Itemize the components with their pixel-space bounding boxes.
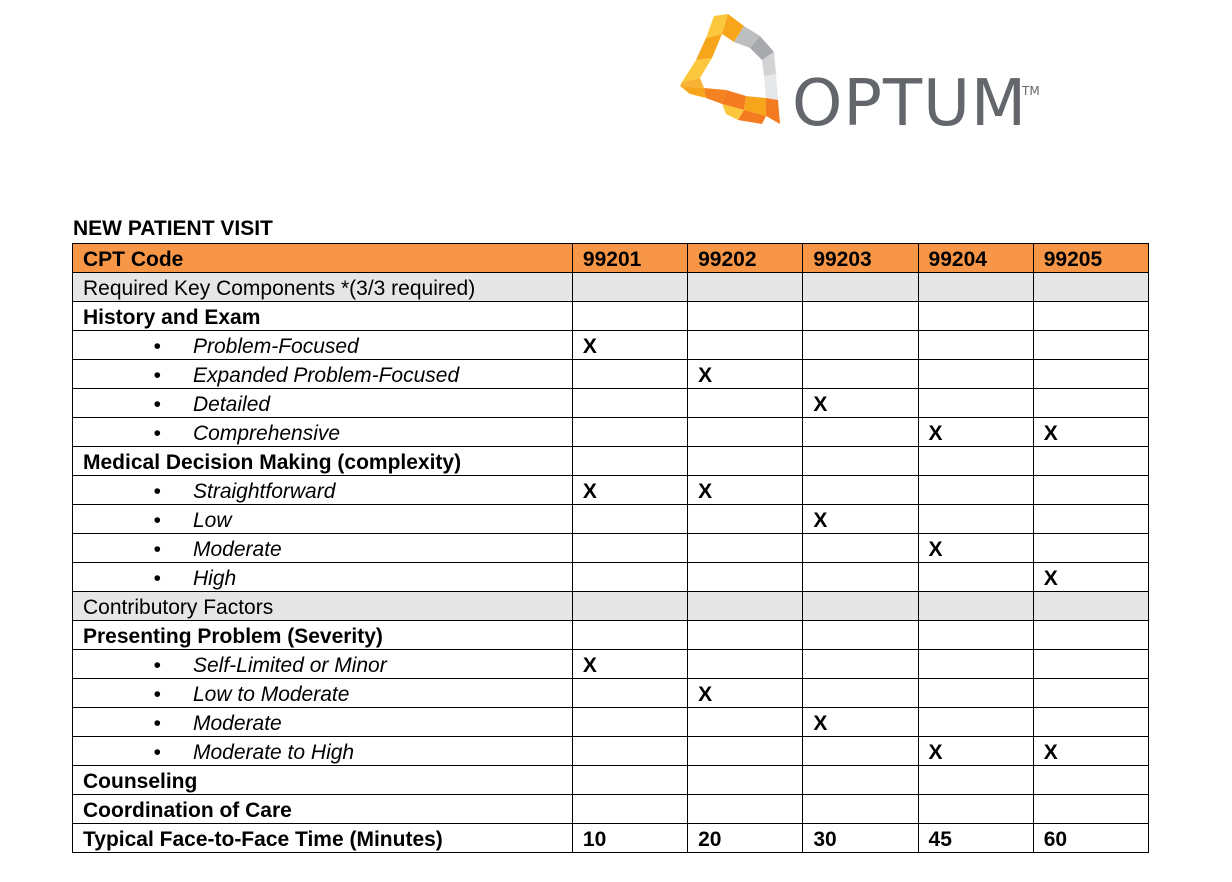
header-code-cell: 99201	[572, 244, 687, 273]
table-row	[73, 795, 1149, 824]
row-value-cell: 60	[1033, 824, 1148, 853]
row-value-cell	[688, 534, 803, 563]
row-value-cell	[918, 476, 1033, 505]
row-value-cell: X	[1033, 737, 1148, 766]
row-value-cell	[572, 708, 687, 737]
row-value-cell	[688, 418, 803, 447]
row-value-cell	[1033, 679, 1148, 708]
row-value-cell	[918, 389, 1033, 418]
row-value-cell	[803, 273, 918, 302]
bullet-icon: •	[153, 683, 161, 706]
header-code-cell: 99205	[1033, 244, 1148, 273]
row-label-text: Self-Limited or Minor	[193, 654, 387, 677]
row-label-cell	[73, 650, 573, 679]
row-value-cell	[803, 447, 918, 476]
row-value-cell: X	[803, 708, 918, 737]
row-label-text: Problem-Focused	[193, 335, 359, 358]
row-value-cell	[1033, 505, 1148, 534]
row-label-cell: Medical Decision Making (complexity)	[73, 447, 573, 476]
row-value-cell	[572, 447, 687, 476]
table-header-row	[73, 244, 1149, 273]
table-row	[73, 273, 1149, 302]
row-label-text: Low	[193, 509, 232, 532]
bullet-icon: •	[153, 538, 161, 561]
row-value-cell	[918, 592, 1033, 621]
row-label-cell: Counseling	[73, 766, 573, 795]
row-label-cell	[73, 708, 573, 737]
row-value-cell	[918, 273, 1033, 302]
optum-logo	[676, 12, 1076, 142]
row-label-text: Detailed	[193, 393, 271, 416]
table-row	[73, 331, 1149, 360]
row-value-cell	[688, 621, 803, 650]
row-label-text: Comprehensive	[193, 422, 341, 445]
row-value-cell: X	[1033, 418, 1148, 447]
row-value-cell	[572, 795, 687, 824]
row-value-cell	[572, 360, 687, 389]
row-value-cell	[688, 592, 803, 621]
row-value-cell	[803, 418, 918, 447]
row-value-cell	[572, 389, 687, 418]
row-label-cell	[73, 389, 573, 418]
row-value-cell: 20	[688, 824, 803, 853]
row-value-cell	[803, 621, 918, 650]
table-row	[73, 360, 1149, 389]
bullet-icon: •	[153, 567, 161, 590]
row-value-cell	[918, 302, 1033, 331]
bullet-icon: •	[153, 654, 161, 677]
row-value-cell	[803, 766, 918, 795]
row-value-cell: X	[688, 360, 803, 389]
row-label-cell	[73, 418, 573, 447]
table-row	[73, 563, 1149, 592]
row-value-cell	[572, 302, 687, 331]
row-value-cell	[688, 563, 803, 592]
row-value-cell	[572, 766, 687, 795]
row-value-cell	[803, 679, 918, 708]
row-value-cell: X	[572, 476, 687, 505]
row-value-cell	[572, 273, 687, 302]
table-row	[73, 302, 1149, 331]
table-row	[73, 447, 1149, 476]
bullet-icon: •	[153, 364, 161, 387]
row-label-text: Moderate	[193, 712, 282, 735]
row-value-cell: 45	[918, 824, 1033, 853]
row-label-cell: Contributory Factors	[73, 592, 573, 621]
row-label-cell	[73, 563, 573, 592]
row-value-cell: 30	[803, 824, 918, 853]
row-value-cell	[572, 534, 687, 563]
table-row	[73, 679, 1149, 708]
table-row	[73, 505, 1149, 534]
row-value-cell	[572, 621, 687, 650]
row-value-cell	[688, 708, 803, 737]
row-label-text: Moderate	[193, 538, 282, 561]
row-label-text: Straightforward	[193, 480, 336, 503]
row-label-cell: Coordination of Care	[73, 795, 573, 824]
row-value-cell	[1033, 389, 1148, 418]
bullet-icon: •	[153, 393, 161, 416]
row-value-cell	[572, 418, 687, 447]
row-value-cell	[1033, 302, 1148, 331]
row-value-cell	[688, 302, 803, 331]
row-value-cell	[918, 679, 1033, 708]
table-row	[73, 650, 1149, 679]
row-value-cell: 10	[572, 824, 687, 853]
row-value-cell: X	[803, 505, 918, 534]
row-value-cell	[572, 505, 687, 534]
row-value-cell	[918, 650, 1033, 679]
row-value-cell	[803, 534, 918, 563]
page-title: NEW PATIENT VISIT	[73, 217, 273, 240]
table-row	[73, 766, 1149, 795]
row-value-cell	[1033, 650, 1148, 679]
header-label-cell: CPT Code	[73, 244, 573, 273]
table-row	[73, 476, 1149, 505]
row-value-cell	[1033, 273, 1148, 302]
row-value-cell	[1033, 447, 1148, 476]
row-value-cell	[918, 563, 1033, 592]
row-label-cell	[73, 331, 573, 360]
row-value-cell	[572, 679, 687, 708]
row-value-cell	[1033, 708, 1148, 737]
row-value-cell	[1033, 534, 1148, 563]
header-code-cell: 99202	[688, 244, 803, 273]
row-value-cell: X	[918, 737, 1033, 766]
optum-logo-mark-icon	[676, 12, 788, 132]
row-value-cell	[1033, 360, 1148, 389]
bullet-icon: •	[153, 422, 161, 445]
row-value-cell: X	[572, 331, 687, 360]
row-label-cell	[73, 476, 573, 505]
row-label-cell: Required Key Components *(3/3 required)	[73, 273, 573, 302]
row-value-cell	[803, 650, 918, 679]
row-value-cell	[572, 592, 687, 621]
row-label-text: Low to Moderate	[193, 683, 350, 706]
row-value-cell	[688, 389, 803, 418]
row-label-text: Moderate to High	[193, 741, 355, 764]
row-value-cell	[803, 795, 918, 824]
row-value-cell	[572, 737, 687, 766]
row-label-cell	[73, 737, 573, 766]
table-row	[73, 418, 1149, 447]
table-row	[73, 824, 1149, 853]
table-row	[73, 621, 1149, 650]
row-value-cell	[803, 737, 918, 766]
row-value-cell	[688, 795, 803, 824]
table-row	[73, 737, 1149, 766]
bullet-icon: •	[153, 509, 161, 532]
row-value-cell	[803, 476, 918, 505]
row-value-cell: X	[688, 476, 803, 505]
row-value-cell	[918, 331, 1033, 360]
trademark-symbol: TM	[1022, 84, 1040, 98]
row-value-cell	[803, 302, 918, 331]
row-value-cell	[803, 331, 918, 360]
row-value-cell	[1033, 331, 1148, 360]
row-value-cell: X	[572, 650, 687, 679]
optum-wordmark: OPTUM	[792, 67, 1028, 141]
row-label-cell	[73, 679, 573, 708]
bullet-icon: •	[153, 741, 161, 764]
row-value-cell	[918, 360, 1033, 389]
row-value-cell	[688, 505, 803, 534]
cpt-code-table	[72, 243, 1149, 853]
row-value-cell	[918, 621, 1033, 650]
row-value-cell	[1033, 766, 1148, 795]
row-value-cell	[803, 563, 918, 592]
row-value-cell	[688, 273, 803, 302]
bullet-icon: •	[153, 712, 161, 735]
row-value-cell	[918, 505, 1033, 534]
row-value-cell: X	[918, 534, 1033, 563]
row-label-cell	[73, 534, 573, 563]
row-value-cell	[688, 766, 803, 795]
row-label-cell: Typical Face-to-Face Time (Minutes)	[73, 824, 573, 853]
table-row	[73, 708, 1149, 737]
row-label-cell	[73, 360, 573, 389]
row-value-cell	[803, 360, 918, 389]
row-value-cell: X	[918, 418, 1033, 447]
bullet-icon: •	[153, 335, 161, 358]
row-value-cell	[1033, 476, 1148, 505]
row-label-cell: History and Exam	[73, 302, 573, 331]
row-value-cell	[688, 650, 803, 679]
table-row	[73, 592, 1149, 621]
row-value-cell	[1033, 795, 1148, 824]
row-value-cell	[918, 766, 1033, 795]
row-value-cell: X	[803, 389, 918, 418]
row-label-text: High	[193, 567, 237, 590]
row-label-cell: Presenting Problem (Severity)	[73, 621, 573, 650]
row-value-cell	[918, 447, 1033, 476]
header-code-cell: 99203	[803, 244, 918, 273]
row-label-cell	[73, 505, 573, 534]
row-value-cell	[1033, 621, 1148, 650]
table-row	[73, 534, 1149, 563]
bullet-icon: •	[153, 480, 161, 503]
row-value-cell	[803, 592, 918, 621]
row-value-cell	[572, 563, 687, 592]
row-value-cell	[688, 737, 803, 766]
row-value-cell: X	[1033, 563, 1148, 592]
row-value-cell	[688, 331, 803, 360]
row-value-cell	[688, 447, 803, 476]
table-row	[73, 389, 1149, 418]
row-label-text: Expanded Problem-Focused	[193, 364, 460, 387]
row-value-cell: X	[688, 679, 803, 708]
row-value-cell	[918, 708, 1033, 737]
row-value-cell	[918, 795, 1033, 824]
row-value-cell	[1033, 592, 1148, 621]
header-code-cell: 99204	[918, 244, 1033, 273]
